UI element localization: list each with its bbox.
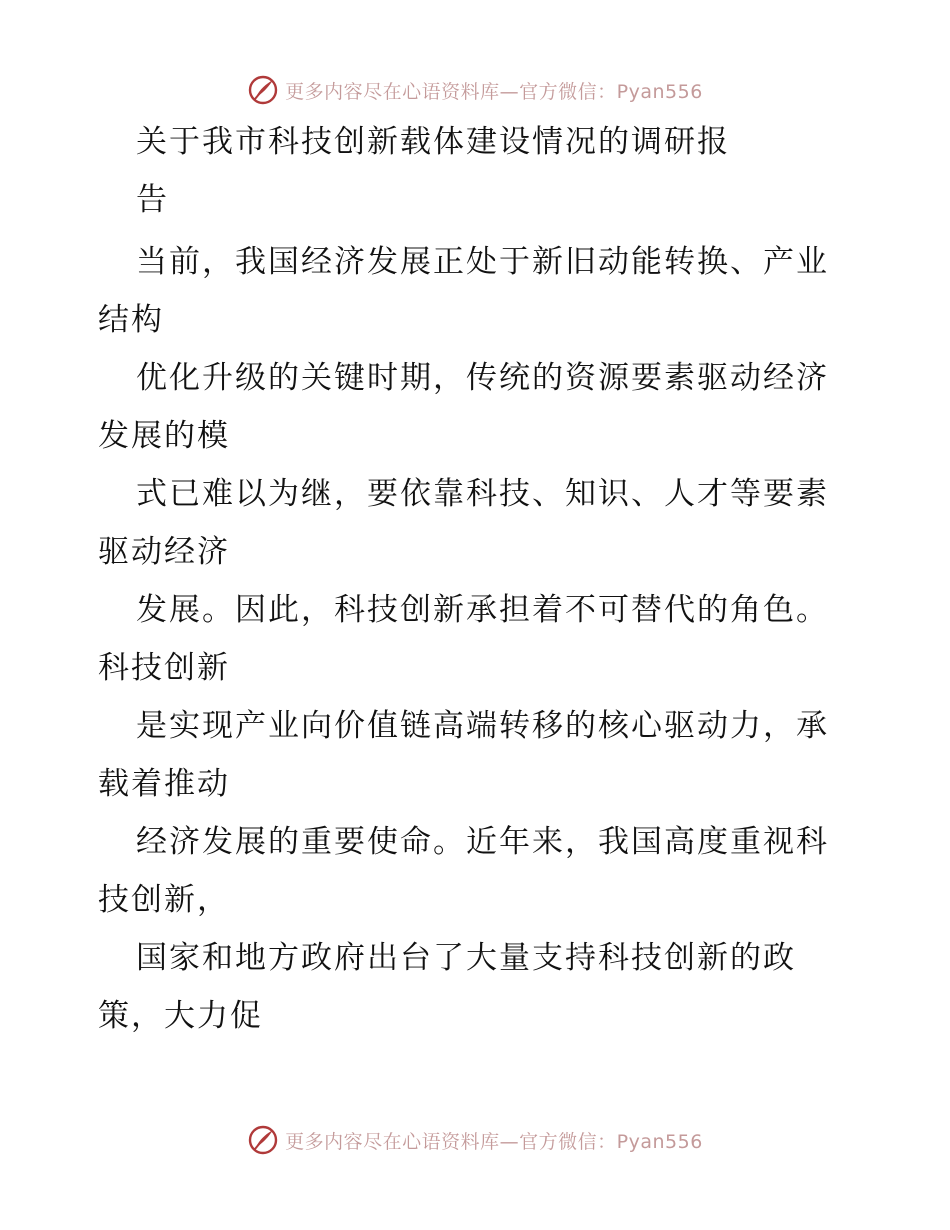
- paragraph-line: 技创新，: [98, 882, 230, 918]
- paragraph-line: 式已难以为继，要依靠科技、知识、人才等要素: [136, 476, 829, 512]
- paragraph-line: 是实现产业向价值链高端转移的核心驱动力，承: [136, 708, 829, 744]
- header-banner-text: 更多内容尽在心语资料库—官方微信：Pyan556: [285, 80, 703, 103]
- paragraph-line: 优化升级的关键时期，传统的资源要素驱动经济: [136, 360, 829, 396]
- document-title-line: 关于我市科技创新载体建设情况的调研报: [136, 124, 730, 160]
- document-title-line: 告: [136, 182, 169, 218]
- header-banner: [0, 70, 950, 110]
- paragraph-line: 驱动经济: [98, 534, 230, 570]
- paragraph-line: 结构: [98, 302, 164, 338]
- paragraph-line: 经济发展的重要使命。近年来，我国高度重视科: [136, 824, 829, 860]
- paragraph-line: 发展。因此，科技创新承担着不可替代的角色。: [136, 592, 829, 628]
- feather-quill-icon: [247, 74, 279, 106]
- footer-banner-text: 更多内容尽在心语资料库—官方微信：Pyan556: [285, 1130, 703, 1153]
- feather-quill-icon: [247, 1124, 279, 1156]
- footer-banner: [0, 1120, 950, 1160]
- paragraph-line: 载着推动: [98, 766, 230, 802]
- paragraph-line: 策，大力促: [98, 998, 263, 1034]
- paragraph-line: 科技创新: [98, 650, 230, 686]
- paragraph-line: 当前，我国经济发展正处于新旧动能转换、产业: [136, 244, 829, 280]
- paragraph-line: 国家和地方政府出台了大量支持科技创新的政: [136, 940, 796, 976]
- paragraph-line: 发展的模: [98, 418, 230, 454]
